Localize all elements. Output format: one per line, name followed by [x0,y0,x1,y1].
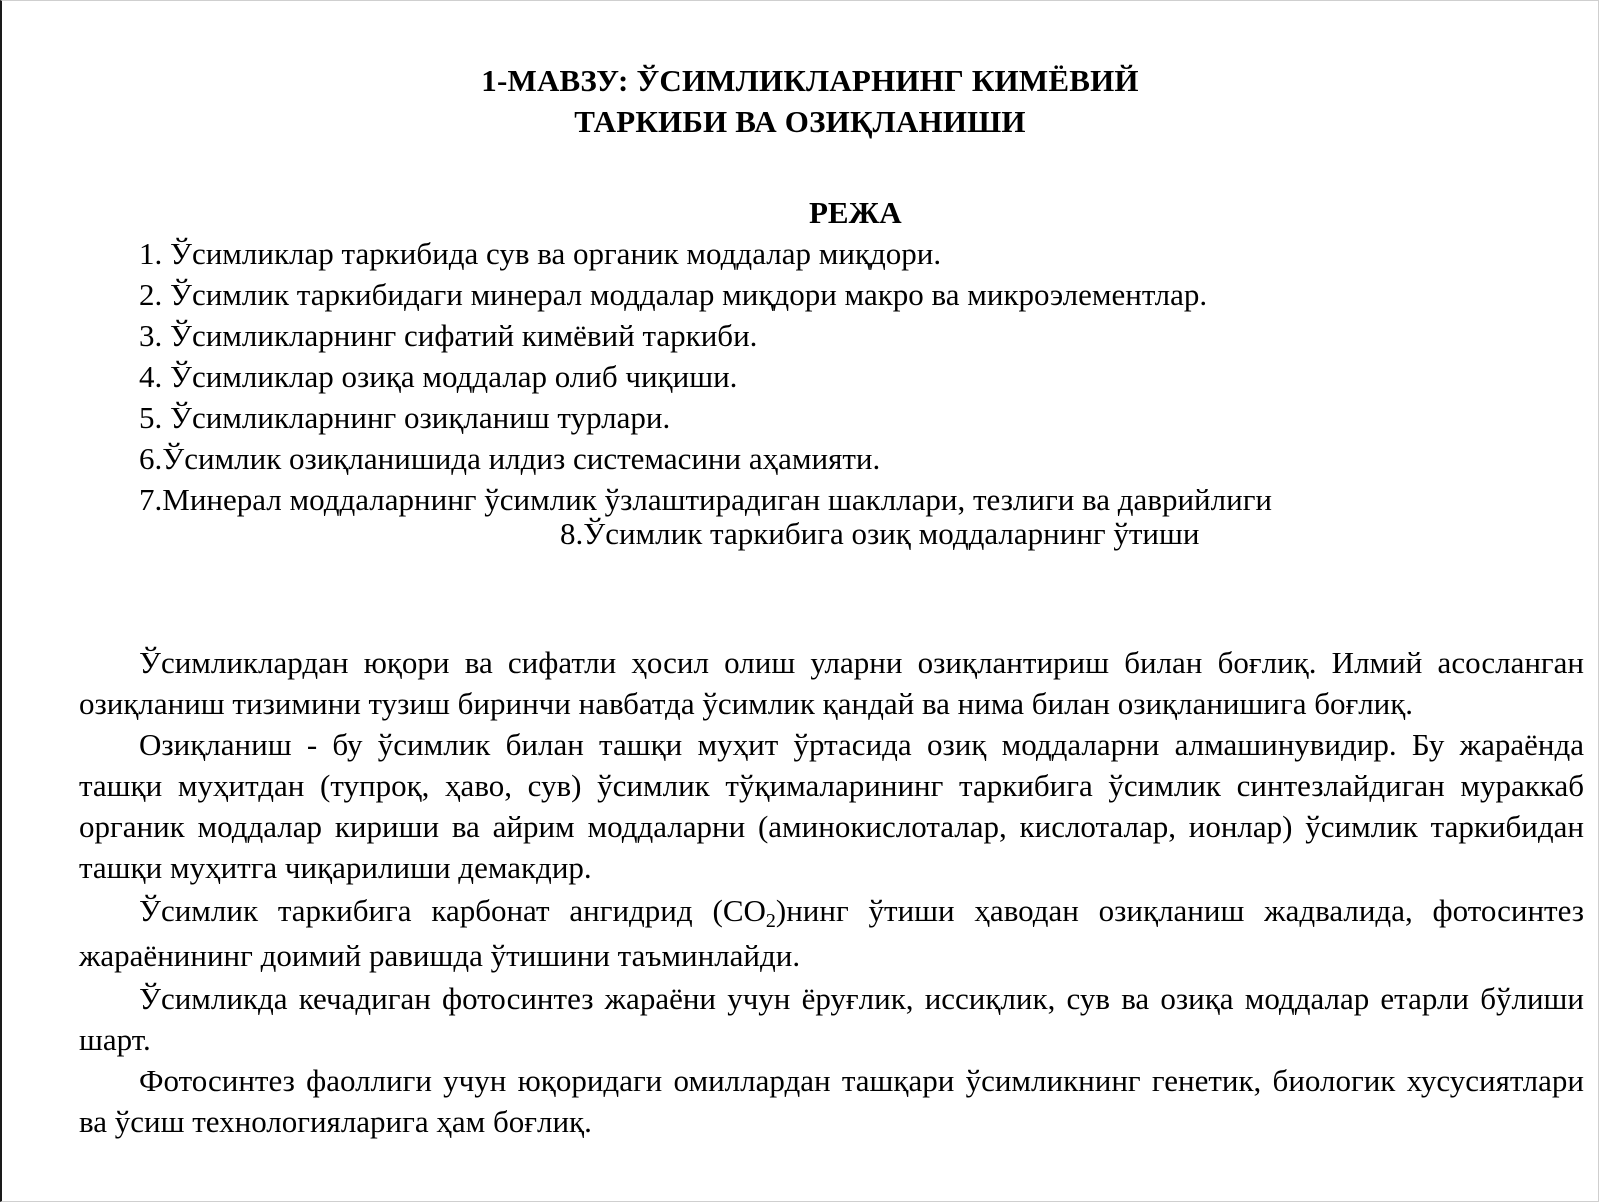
paragraph: Ўсимликлардан юқори ва сифатли ҳосил олиш уларни озиқлантириш билан боғлиқ. Илмий асосланган озиқланиш тизимини тузиш биринчи навбатда ўсимлик қандай ва нима билан озиқланишига боғлиқ. [79,645,1584,721]
plan-item: 5. Ўсимликларнинг озиқланиш турлари. [139,400,671,435]
plan-item: 6.Ўсимлик озиқланишида илдиз системасини аҳамияти. [139,441,881,476]
paragraph: Ўсимликда кечадиган фотосинтез жараёни учун ёруғлик, иссиқлик, сув ва озиқа моддалар етарли бўлиши шарт. [79,981,1584,1057]
page-title [2,60,1598,142]
subscript: 2 [765,910,776,932]
plan-item: 7.Минерал моддаларнинг ўсимлик ўзлаштирадиган шакллари, тезлиги ва даврийлиги [139,482,1272,517]
paragraph-text-end: )нинг ўтиши ҳаводан озиқланиш жадвалида, фотосинтез жараёнининг доимий равишда ўтишини таъминлайди. [79,893,1584,973]
paragraph [79,888,1584,978]
paragraph: Фотосинтез фаоллиги учун юқоридаги омиллардан ташқари ўсимликнинг генетик, биологик хусусиятлари ва ўсиш технологияларига ҳам боғлиқ. [79,1063,1584,1139]
paragraph: Озиқланиш - бу ўсимлик билан ташқи муҳит ўртасида озиқ моддаларни алмашинувидир. Бу жараёнда ташқи муҳитдан (тупроқ, ҳаво, сув) ўсимлик тўқималарининг таркибига ўсимлик синтезлайдиган мураккаб органик моддалар кириши ва айрим моддаларни (аминокислоталар, кислоталар, ионлар) ўсимлик таркибидан ташқи муҳитга чиқарилиши демакдир. [79,727,1584,885]
plan-list [139,233,1272,554]
plan-item: 1. Ўсимликлар таркибида сув ва органик моддалар миқдори. [139,236,942,271]
plan-item: 3. Ўсимликларнинг сифатий кимёвий таркиби. [139,318,758,353]
paragraph-text-start: Ўсимлик таркибига карбонат ангидрид (СО [139,893,766,928]
plan-item: 4. Ўсимликлар озиқа моддалар олиб чиқиши. [139,359,738,394]
plan-item: 8.Ўсимлик таркибига озиқ моддаларнинг ўтиши [560,516,1200,551]
title-line-1: 1-МАВЗУ: ЎСИМЛИКЛАРНИНГ КИМЁВИЙ [481,63,1139,98]
title-line-2: ТАРКИБИ ВА ОЗИҚЛАНИШИ [574,104,1026,139]
plan-item: 2. Ўсимлик таркибидаги минерал моддалар миқдори макро ва микроэлементлар. [139,277,1208,312]
plan-heading: РЕЖА [809,195,902,230]
body-text [79,642,1584,1142]
